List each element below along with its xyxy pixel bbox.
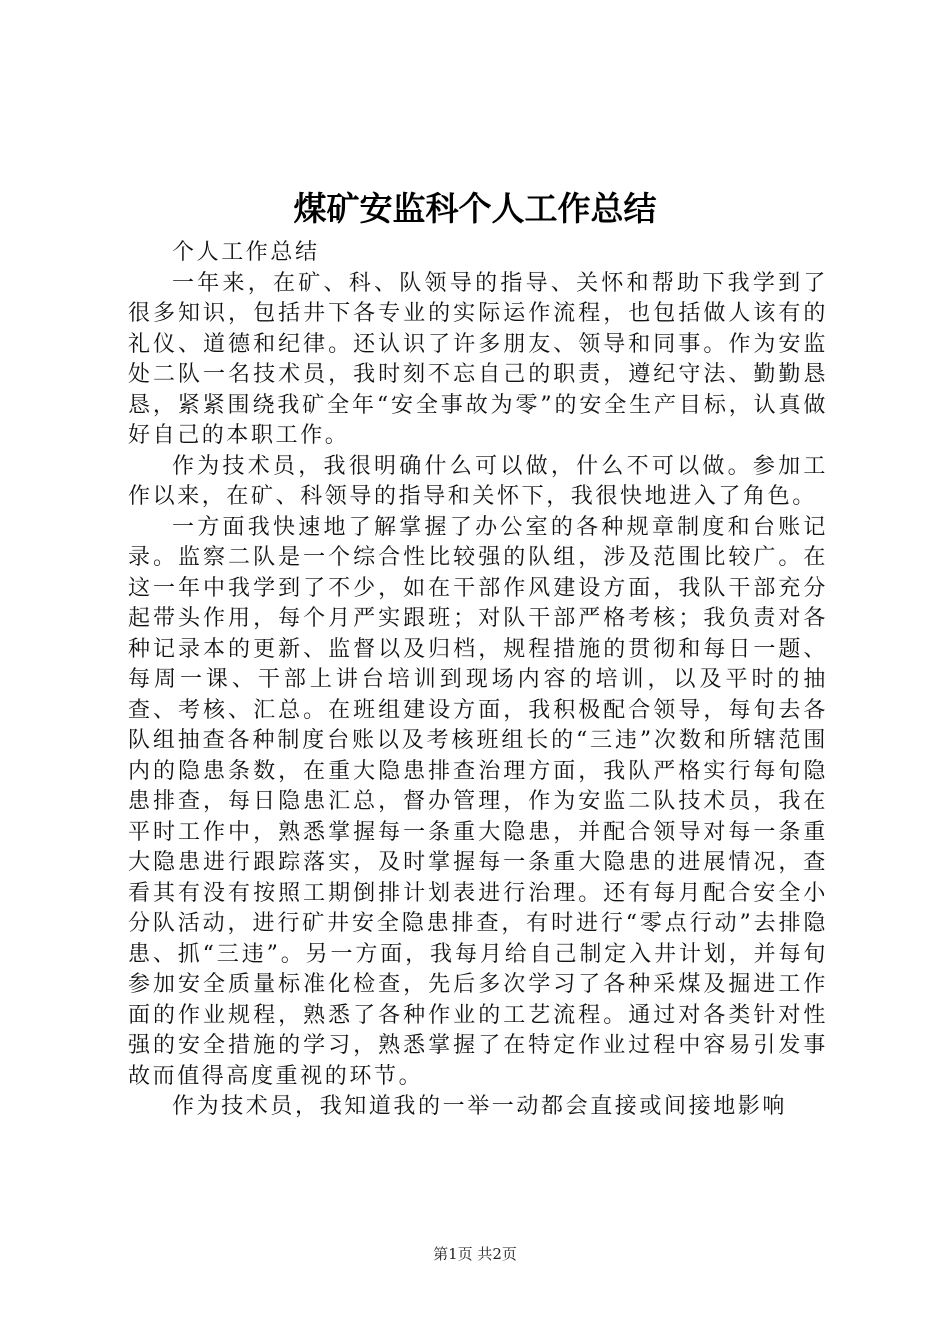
paragraph-continued: 作为技术员，我知道我的一举一动都会直接或间接地影响	[172, 1094, 788, 1119]
paragraph-intro: 一年来，在矿、科、队领导的指导、关怀和帮助下我学到了很多知识，包括井下各专业的实际运作流程，也包括做人该有的礼仪、道德和纪律。还认识了许多朋友、领导和同事。作为安监处二队一名技术员，我时刻不忘自己的职责，遵纪守法、勤勤恳恳，紧紧围绕我矿全年“安全事故为零”的安全生产目标，认真做好自己的本职工作。	[128, 270, 828, 448]
paragraph-role: 作为技术员，我很明确什么可以做，什么不可以做。参加工作以来，在矿、科领导的指导和关怀下，我很快地进入了角色。	[128, 453, 828, 509]
document-title: 煤矿安监科个人工作总结	[293, 189, 657, 228]
document-body	[128, 238, 828, 1123]
paragraph-subtitle: 个人工作总结	[172, 240, 320, 265]
page-number-footer: 第1页 共2页	[433, 1245, 517, 1263]
paragraph-work-details: 一方面我快速地了解掌握了办公室的各种规章制度和台账记录。监察二队是一个综合性比较强的队组，涉及范围比较广。在这一年中我学到了不少，如在干部作风建设方面，我队干部充分起带头作用，每个月严实跟班；对队干部严格考核；我负责对各种记录本的更新、监督以及归档，规程措施的贯彻和每日一题、每周一课、干部上讲台培训到现场内容的培训，以及平时的抽查、考核、汇总。在班组建设方面，我积极配合领导，每旬去各队组抽查各种制度台账以及考核班组长的“三违”次数和所辖范围内的隐患条数，在重大隐患排查治理方面，我队严格实行每旬隐患排查，每日隐患汇总，督办管理，作为安监二队技术员，我在平时工作中，熟悉掌握每一条重大隐患，并配合领导对每一条重大隐患进行跟踪落实，及时掌握每一条重大隐患的进展情况，查看其有没有按照工期倒排计划表进行治理。还有每月配合安全小分队活动，进行矿井安全隐患排查，有时进行“零点行动”去排隐患、抓“三违”。另一方面，我每月给自己制定入井计划，并每旬参加安全质量标准化检查，先后多次学习了各种采煤及掘进工作面的作业规程，熟悉了各种作业的工艺流程。通过对各类针对性强的安全措施的学习，熟悉掌握了在特定作业过程中容易引发事故而值得高度重视的环节。	[128, 514, 828, 1089]
